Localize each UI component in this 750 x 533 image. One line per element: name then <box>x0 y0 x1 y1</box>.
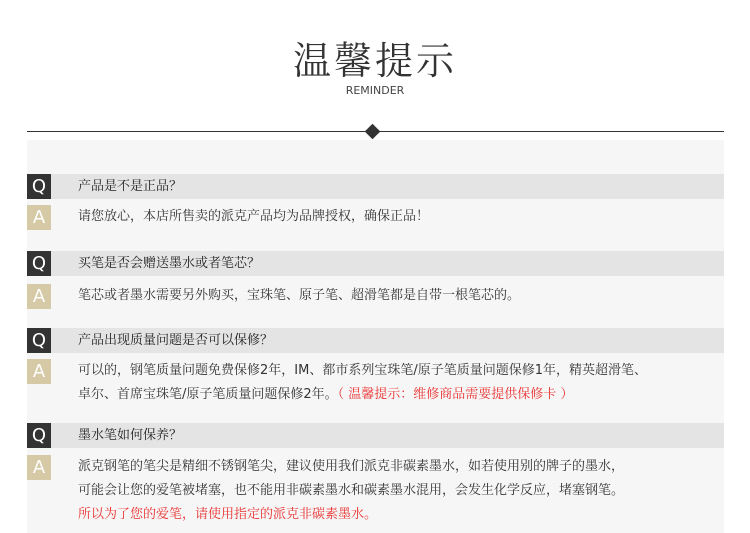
answer-line-text: 卓尔、首席宝珠笔/原子笔质量问题保修2年。 <box>78 387 338 402</box>
answer-line: 笔芯或者墨水需要另外购买，宝珠笔、原子笔、超滑笔都是自带一根笔芯的。 <box>78 288 521 303</box>
answer-line: 请您放心，本店所售卖的派克产品均为品牌授权，确保正品！ <box>78 209 430 224</box>
answer-line <box>78 383 728 407</box>
faq-answer-3 <box>78 359 728 407</box>
answer-line-highlight: 所以为了您的爱笔，请使用指定的派克非碳素墨水。 <box>78 507 378 522</box>
diamond-ornament-icon <box>365 124 381 140</box>
answer-badge: A <box>27 284 51 309</box>
faq-question-4: 墨水笔如何保养？ <box>78 428 183 443</box>
faq-question-1: 产品是不是正品？ <box>78 179 183 194</box>
answer-line: 可以的，钢笔质量问题免费保修2年，IM、都市系列宝珠笔/原子笔质量问题保修1年，精英超滑笔、 <box>78 363 647 378</box>
warranty-note: （ 温馨提示：维修商品需要提供保修卡 ） <box>337 387 574 402</box>
faq-answer-2 <box>78 284 728 308</box>
faq-question-2: 买笔是否会赠送墨水或者笔芯？ <box>78 256 261 271</box>
answer-badge: A <box>27 205 51 230</box>
question-badge: Q <box>27 328 51 353</box>
answer-line: 可能会让您的爱笔被堵塞，也不能用非碳素墨水和碳素墨水混用，会发生化学反应，堵塞钢笔。 <box>78 483 625 498</box>
answer-badge: A <box>27 455 51 480</box>
answer-line: 派克钢笔的笔尖是精细不锈钢笔尖，建议使用我们派克非碳素墨水，如若使用别的牌子的墨水， <box>78 459 625 474</box>
faq-question-3: 产品出现质量问题是否可以保修？ <box>78 333 274 348</box>
question-badge: Q <box>27 423 51 448</box>
faq-answer-4 <box>78 455 728 527</box>
page-subtitle: REMINDER <box>345 84 405 97</box>
question-badge: Q <box>27 251 51 276</box>
answer-badge: A <box>27 359 51 384</box>
question-badge: Q <box>27 174 51 199</box>
faq-answer-1 <box>78 205 728 229</box>
page-title: 温馨提示 <box>292 39 457 83</box>
